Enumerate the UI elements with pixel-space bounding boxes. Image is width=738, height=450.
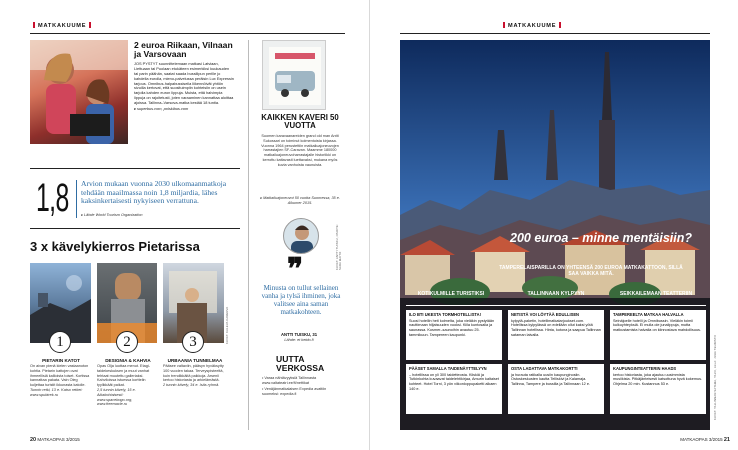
top-rule [30, 33, 345, 34]
subhead: TAMPERELAISPARILLA ON YHTEENSÄ 200 EUROA MATKAKATTOON, SILLÄ SAA VAIKKA MITÄ. [499, 265, 683, 277]
pietari-item-3: URBAANIA TUNNELMAA Pääsee valtaviin, pääsyn hyväksytty 100 vuoden takaa. Terveyspisteeltä, kuin trendikkäitä paikkoja. Arsenii kertoo historiasta ja arkielämästä. 2 tunnin kävely, 34 e. Isäs ryhmä. [163, 358, 224, 388]
quote-author-sub: Lähde: et ketdo.fi [284, 338, 314, 342]
tip-card-2: NETISTÄ VOI LÖYTÄÄ EDULLISEN kylpylä-paketin, hotellimatkatarjoukset.com. Hotellissa kylpylässä on edellään ollut kaksi yötä Tallinnan hotellissa. Hinta, kotona ja saapua Tallinnan sataman laivalla. [508, 310, 604, 360]
quote-mark-icon: ❞ [287, 253, 304, 286]
circle-1: 1 [49, 331, 71, 353]
circle-2: 2 [116, 331, 138, 353]
uutta-title: UUTTA VERKOSSA [276, 354, 325, 374]
pietari-credit: KUVAT: KALEVA KANERVA [226, 306, 229, 344]
tip-card-1: ILO BTI UKESTA TORMHOTELLISTA! Suosi hotellin heti kolmelta, joka vieläkin pystytään nauttimaan hiljaisuuden vuoksi. Kiila kuntosalia ja saunassa. Kosmer–saunoihin avautuu 25. tammikuun. Tampereen kaupunki. [406, 310, 502, 360]
tip-card-6: KAUPUNGINTEATTERIN HAADS kertoo historiasta, joka ajautuu uusimmista musiikista. Pitkäjänteisesti katsottuna hyvä kokemus. Ohjelma 20 min. Kustannus 53 e. [610, 364, 706, 414]
tip-card-3: TAMPEREELTA MATKAA HALVALLA Seinäjoelle hotelli ja Omnibussin. Vieläkin toimii kulkuyhteyksiä. Ei mulla ole junalippuja, mutta matkustamista halvalla on kiinnostava mahdollisuus. [610, 310, 706, 360]
riga-title: 2 euroa Riikaan, Vilnaan ja Varsovaan [134, 40, 233, 60]
figure-source: ▸ Lähde World Tourism Organization [81, 213, 143, 217]
tip-card-5: OSTA LADATTAVA MATKAKORTTI ja hurauta ratikalla uusiin kaupunginosiin. Ostoskeskusten kautta Telliskivi ja Kalamaja. Tallinna, Tampere ja bussilla ja Tallinnaan 12 e. [508, 364, 604, 414]
right-kicker: MATKAKUUME [500, 22, 564, 29]
quote-text: Minusta on tullut sellainen vanha ja tylsä ihminen, joka valitsee aina saman matkakohteen. [261, 284, 341, 316]
uutta-item-1: • Varaa nähtävyyksiä Tallinnasta www.valtateatri.ee/fi/nettikat [262, 376, 317, 385]
caravan-book-photo [262, 40, 326, 110]
column-divider [248, 40, 249, 430]
right-page [370, 0, 738, 450]
headline: 200 euroa – minne mentäisiin? [510, 231, 693, 245]
right-top-rule [400, 33, 710, 34]
circle-3: 3 [182, 331, 204, 353]
riga-article [134, 41, 234, 111]
figure-text: Arvion mukaan vuonna 2030 ulkomaanmatkoja tehdään maailmassa noin 1,8 miljardia, lähes kaksinkertaisesti nykyiseen verrattuna. [81, 179, 227, 206]
figure-divider [76, 180, 77, 218]
left-folio: 20 MATKAOPAS 3/2015 [30, 437, 80, 443]
tuisku-portrait [283, 218, 319, 254]
riga-source: ▸ superbus.com, polskibus.com [134, 105, 189, 111]
kaveri-body: Suomen karavaanareiden grand old man Antti Sukossari on toiminut kolmentoista kirjassa. Vuonna 1964 perustettiin matkailuajoneuvojen harrastajien SF-Caravan. Maamme 180000 matkailuajoneuvoharrastajalle historiikki on kerrottu kattavasti luettavaksi, mukana myös kuvia vanhoista vaunuista. [261, 134, 339, 167]
pietari-item-2: DESIGNIA & KAHVIA Opas Olja luottaa menut. Etagi-taidekeskuksen ja muut vanhat tehtaat muutettu galleriaksi. Kahviloissa istuessa korttelin tyylikkäät paikat. 2,5 tunnin kävely, 15 e. Aikakohtaisesti: www.spacebogo.org, www.freemacle.ru [97, 358, 151, 407]
pietari-item-1: PIETARIN KATOT On aivan pienä kielen vastaanoton kohtia. Pietarin kattojen ovat ihmeellisiä kallioista toiset. Kortissa kannattaa pakata. Vain Oleg kuljettaa turistit ikkunasta katolle. Tunnin retki, 13 e. Katso retket: www.spubtrek.ru [30, 358, 90, 397]
quote-photo-credit: KUVAT: ANTTI TUISKU, OSOITE: SARA MAITO [336, 224, 342, 270]
riga-body: JOS PYSTYT suunnittelemaan matkasi Latviaan, Liettuaan tai Puolaan etukäteen esimerkiksi kuukauden tai parin päähän, saatat saada bussilipun perille jo kahdella eurolla, mieno-palvelussa peräisin Lux Expressin tarjous. Omnibus-halpabussiseila liikennöivät yhtiön sivuilla kertovat, että suosituimpiin kohteisiin on usein tarjolla kahden euron lippuja. Muista, että halvimpia lippuja on rajoitetusti, joten varaaminen kannattaa aloittaa ajoissa. Tallinna–Varsova-matka kestää 18 tuntia. [134, 61, 234, 105]
category-rule [406, 305, 706, 306]
category-2: TALLINNAAN KYLPYYN [527, 291, 585, 297]
tip-card-4: PÄÄSET SAMALLA TAIDENÄYTTELYYN – hotelliissa on yli 300 taidetteosta. Kiiskiä ja Tutkinkohta kuvaavat taidelehtikirjaa, Amurin kaltaiset kohteet. Hotel Torni, 3 yön viikonloppupaketti alkaen 140 e. [406, 364, 502, 414]
kaveri-source: ▸ Matkailuajoneuvot 50 vuotta Suomessa, 35 e. Alkumer 2015. [260, 196, 340, 205]
left-kicker: MATKAKUUME [30, 22, 94, 29]
kaveri-title: KAIKKEN KAVERI 50 VUOTTA [261, 113, 339, 131]
right-folio: MATKAOPAS 3/2015 21 [680, 437, 730, 443]
category-3: SEIKKAILEMAAN TEATTERIIN [619, 291, 693, 297]
category-1: KOTIKULMILLE TURISTIKSI [417, 291, 485, 297]
right-photo-credit: KUVAT: TALLINNAN SATAMA, TALVI, ALLA: JUHA TEHNISTO [714, 335, 717, 420]
rule-pietari [30, 228, 240, 229]
uutta-item-2: • Venäjänmatkalaisen Expedia avattiin suomeksi: expedia.fi [262, 387, 327, 396]
bus-photo [30, 40, 128, 144]
category-row [406, 291, 706, 303]
rule-figure [30, 168, 240, 169]
big-number: 1,8 [36, 176, 69, 220]
quote-author: ANTTI TUISKU, 31 [280, 332, 318, 337]
pietari-title: 3 x kävelykierros Pietarissa [30, 239, 200, 254]
